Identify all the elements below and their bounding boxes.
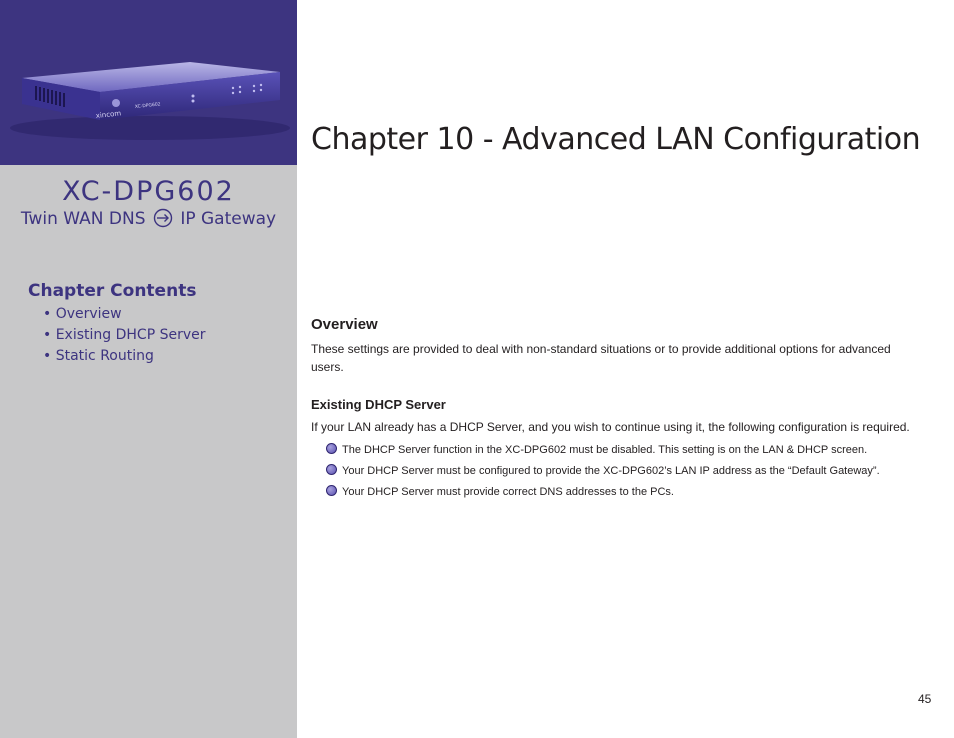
circle-arrow-icon	[153, 208, 173, 228]
chapter-title: Chapter 10 - Advanced LAN Configuration	[311, 122, 921, 157]
chapter-contents-list	[43, 304, 206, 367]
chapter-contents-heading: Chapter Contents	[28, 281, 197, 301]
product-subtitle	[0, 208, 297, 229]
list-item	[326, 461, 880, 482]
bullet-circle-icon	[326, 443, 337, 454]
bullet-text: The DHCP Server function in the XC-DPG602 must be disabled. This setting is on the LAN & DHCP screen.	[342, 444, 868, 456]
existing-dhcp-paragraph: If your LAN already has a DHCP Server, and you wish to continue using it, the following configuration is required.	[311, 420, 910, 434]
router-device-image	[0, 0, 297, 165]
product-banner	[0, 0, 297, 165]
bullet-text: Your DHCP Server must be configured to provide the XC-DPG602’s LAN IP address as the “Default Gateway”.	[342, 465, 880, 477]
bullet-circle-icon	[326, 485, 337, 496]
product-title: XC-DPG602	[62, 176, 235, 207]
sidebar	[0, 0, 297, 738]
contents-item-existing-dhcp-server[interactable]: • Existing DHCP Server	[43, 327, 206, 343]
list-item	[326, 482, 880, 503]
overview-heading: Overview	[311, 316, 378, 333]
product-subtitle-left: Twin WAN DNS	[20, 209, 146, 229]
overview-paragraph: These settings are provided to deal with non-standard situations or to provide additional options for advanced users.	[311, 342, 891, 374]
contents-item-static-routing[interactable]: • Static Routing	[43, 348, 154, 364]
page-number: 45	[918, 692, 932, 706]
existing-dhcp-heading: Existing DHCP Server	[311, 397, 446, 412]
bullet-circle-icon	[326, 464, 337, 475]
product-subtitle-right: IP Gateway	[180, 209, 277, 229]
svg-text:xincom: xincom	[95, 109, 122, 120]
bullet-text: Your DHCP Server must provide correct DNS addresses to the PCs.	[342, 486, 674, 498]
svg-text:XC-DPG602: XC-DPG602	[134, 102, 161, 110]
contents-item-overview[interactable]: • Overview	[43, 306, 122, 322]
list-item	[326, 440, 880, 461]
dhcp-requirements-list	[326, 440, 880, 503]
